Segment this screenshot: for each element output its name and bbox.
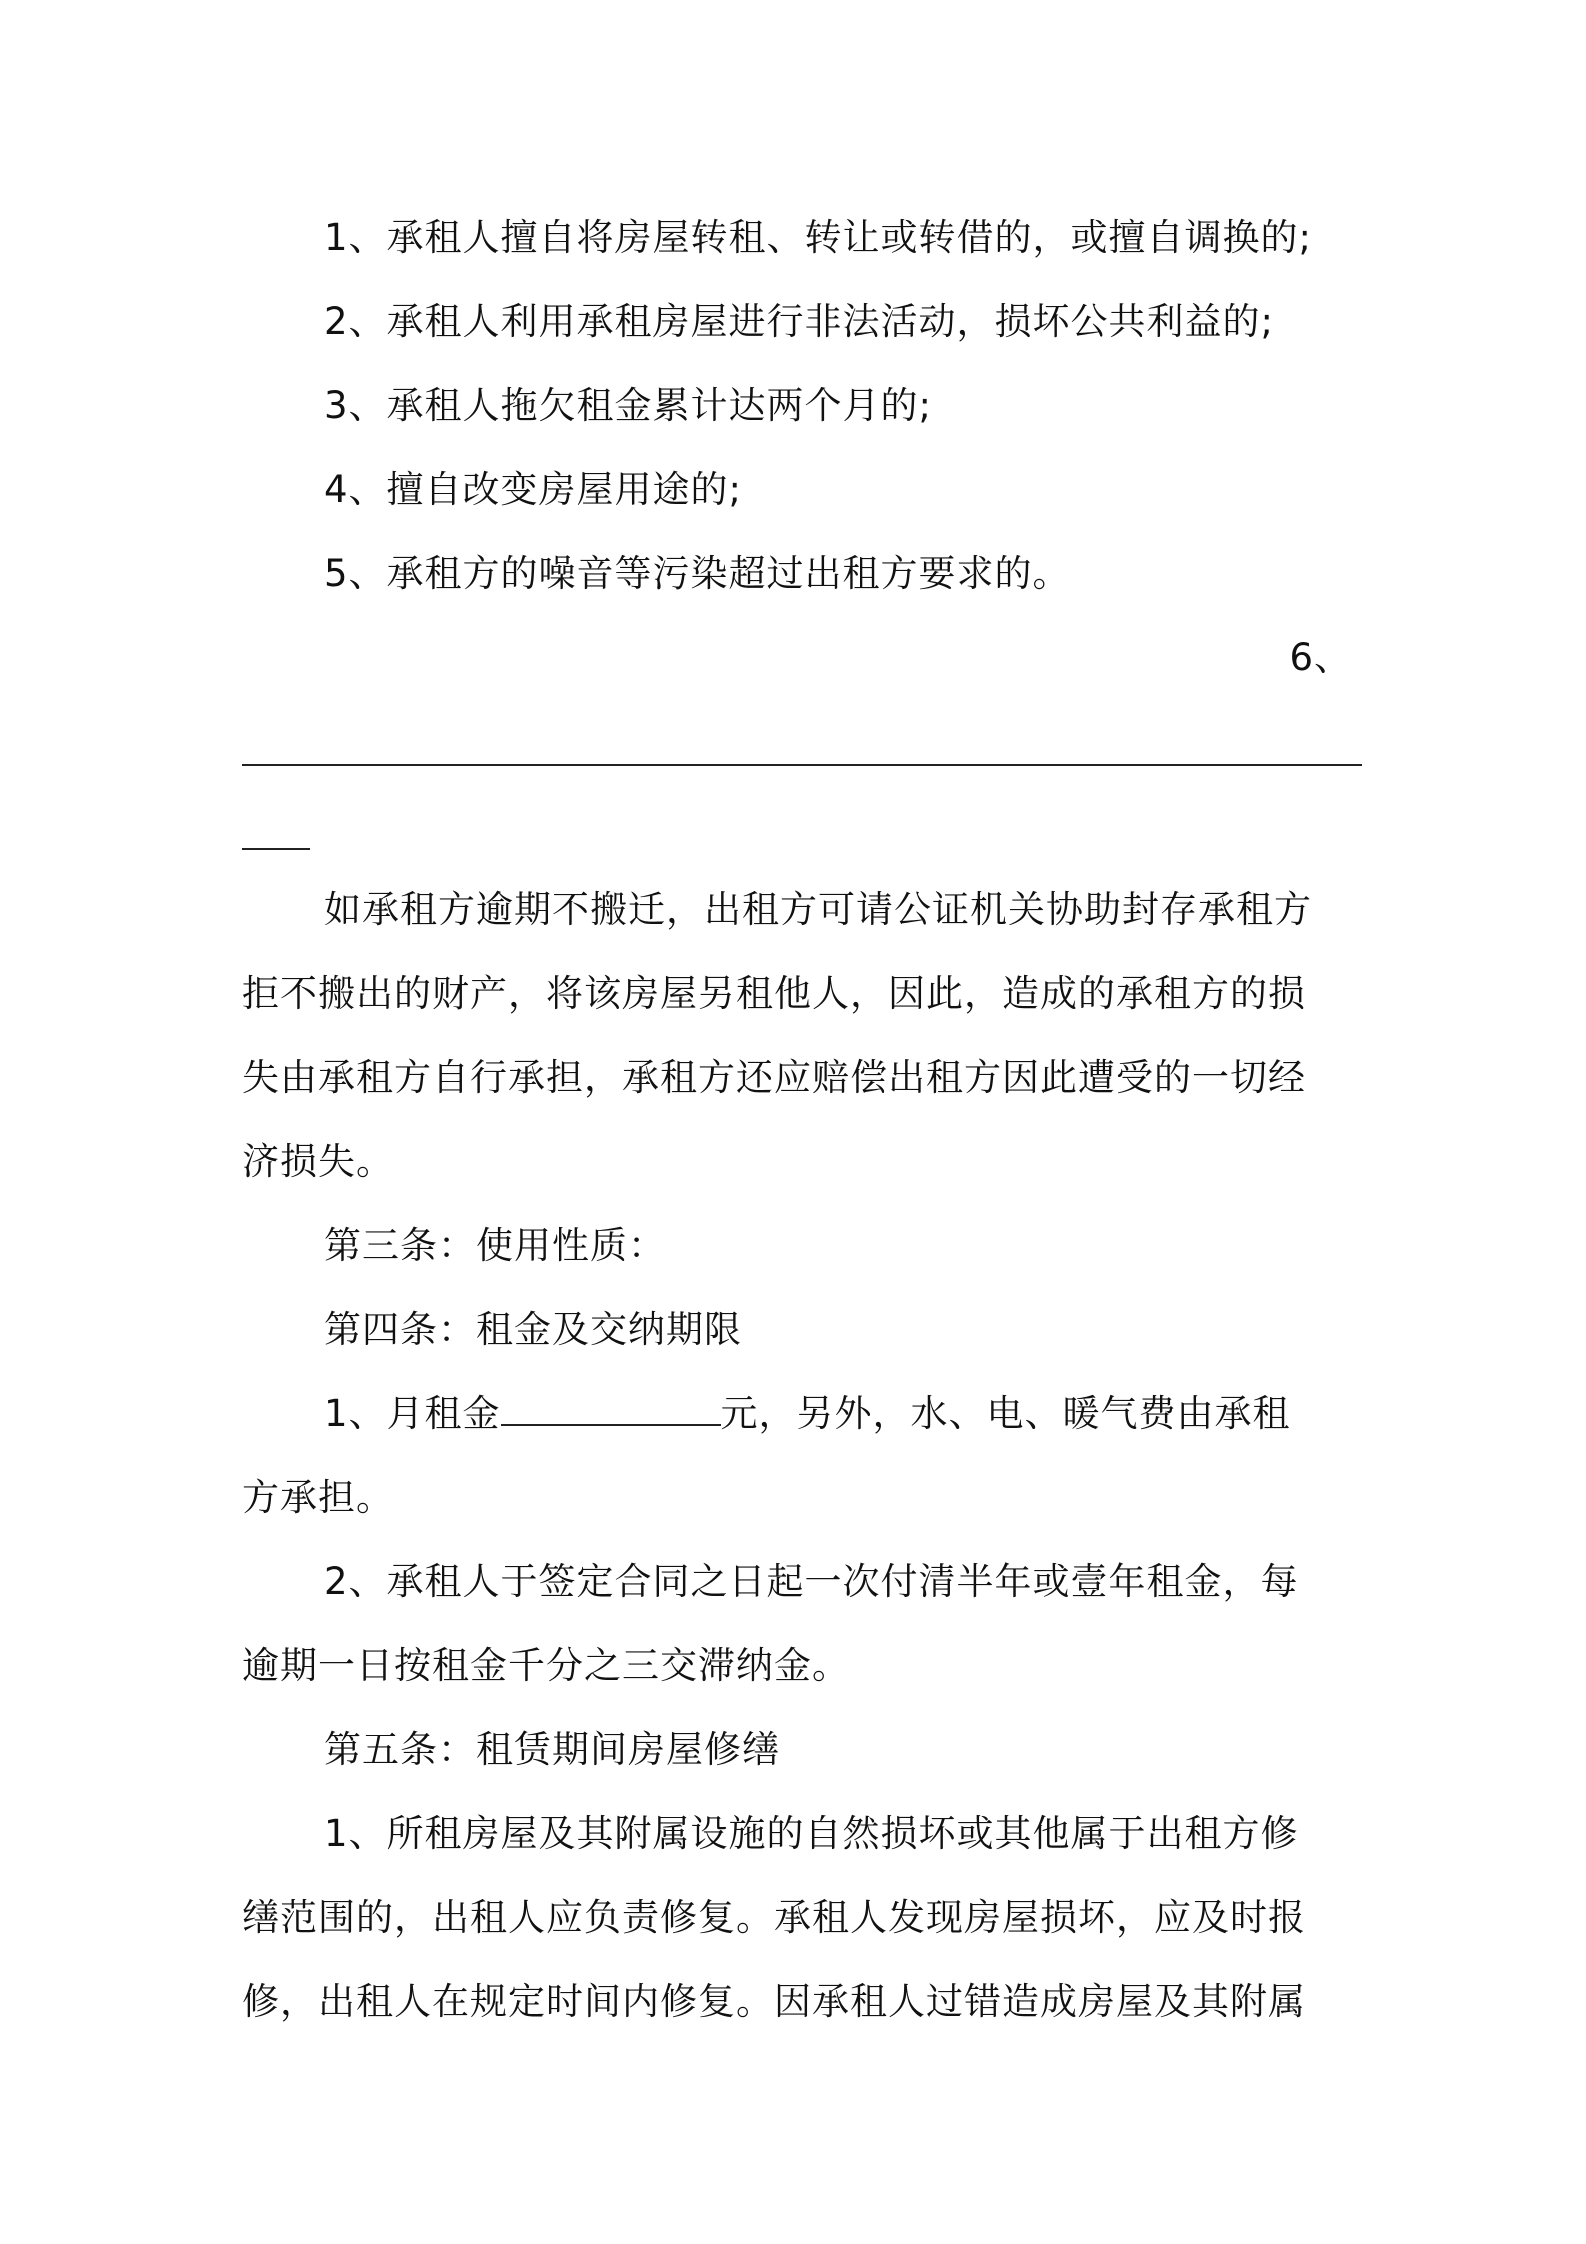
- list-item-3: 3、承租人拖欠租金累计达两个月的;: [324, 384, 933, 427]
- article-5-heading: 第五条：租赁期间房屋修缮: [324, 1728, 780, 1771]
- repair-clause-line-2: 缮范围的，出租人应负责修复。承租人发现房屋损坏，应及时报: [242, 1896, 1306, 1939]
- move-out-paragraph-line-1: 如承租方逾期不搬迁，出租方可请公证机关协助封存承租方: [324, 888, 1312, 931]
- article-3-heading: 第三条：使用性质：: [324, 1224, 666, 1267]
- repair-clause-line-3: 修，出租人在规定时间内修复。因承租人过错造成房屋及其附属: [242, 1980, 1306, 2023]
- list-item-1: 1、承租人擅自将房屋转租、转让或转借的，或擅自调换的;: [324, 216, 1313, 259]
- rent-suffix: 元，另外，水、电、暖气费由承租: [720, 1392, 1291, 1435]
- fill-in-line-end: [242, 784, 1362, 868]
- move-out-paragraph-line-3: 失由承租方自行承担，承租方还应赔偿出租方因此遭受的一切经: [242, 1056, 1306, 1099]
- article-4-heading: 第四条：租金及交纳期限: [324, 1308, 742, 1351]
- document-body: [242, 196, 1362, 2044]
- payment-clause-line-1: 2、承租人于签定合同之日起一次付清半年或壹年租金，每: [324, 1560, 1299, 1603]
- rent-amount-blank: [501, 1398, 721, 1426]
- rent-clause-line-1: [242, 1372, 1362, 1456]
- fill-in-line: [242, 700, 1362, 784]
- list-item-5: 5、承租方的噪音等污染超过出租方要求的。: [324, 552, 1071, 595]
- list-item-4: 4、擅自改变房屋用途的;: [324, 468, 743, 511]
- payment-clause-line-2: 逾期一日按租金千分之三交滞纳金。: [242, 1644, 850, 1687]
- repair-clause-line-1: 1、所租房屋及其附属设施的自然损坏或其他属于出租方修: [324, 1812, 1299, 1855]
- move-out-paragraph-line-4: 济损失。: [242, 1140, 394, 1183]
- move-out-paragraph-line-2: 拒不搬出的财产，将该房屋另租他人，因此，造成的承租方的损: [242, 972, 1306, 1015]
- list-item-6-label: 6、: [1289, 636, 1352, 679]
- rent-prefix: 1、月租金: [324, 1392, 501, 1435]
- rent-clause-line-2: 方承担。: [242, 1476, 394, 1519]
- list-item-2: 2、承租人利用承租房屋进行非法活动，损坏公共利益的;: [324, 300, 1275, 343]
